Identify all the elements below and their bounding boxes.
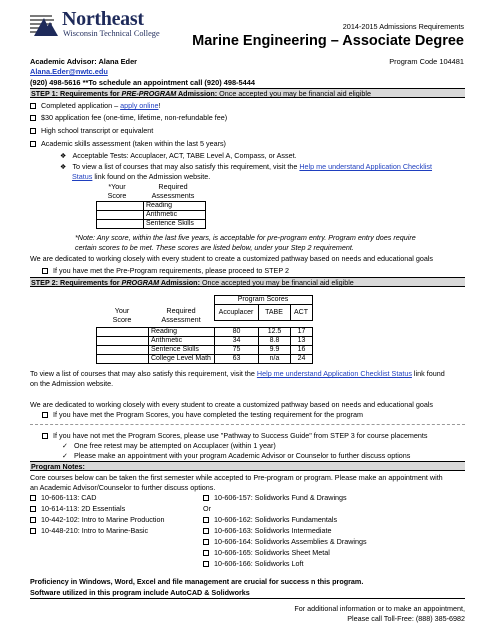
- step1-label: STEP 1:: [31, 89, 59, 98]
- header-line: Score: [107, 191, 127, 200]
- header-line: Your: [114, 306, 130, 315]
- program-scores-rows: [96, 327, 313, 364]
- list-item: [30, 504, 164, 515]
- table-cell: 80: [215, 328, 259, 337]
- separator-line: [30, 424, 465, 425]
- item-text: Completed application –: [41, 101, 121, 110]
- course-text: 10-614-113: 2D Essentials: [41, 504, 126, 513]
- checkbox[interactable]: [203, 517, 209, 523]
- logo-subtitle: Wisconsin Technical College: [63, 29, 160, 38]
- proficiency-text: Proficiency in Windows, Word, Excel and file management are crucial for success n this program.: [30, 577, 364, 586]
- list-item: [30, 515, 164, 526]
- phone-line: (920) 498-5616 **To schedule an appointment call (920) 498-5444: [30, 78, 255, 87]
- course-text: 10-606-166: Solidworks Loft: [214, 559, 304, 568]
- checkbox[interactable]: [42, 268, 48, 274]
- step1-item-assessment: [30, 139, 226, 148]
- course-text: 10-606-113: CAD: [41, 493, 97, 502]
- score-input-cell[interactable]: [97, 346, 149, 355]
- checkbox[interactable]: [30, 103, 36, 109]
- table-row: [97, 211, 206, 220]
- page-subtitle: 2014-2015 Admissions Requirements: [342, 22, 464, 31]
- logo-mark-icon: [30, 12, 60, 36]
- note-line-2: certain scores to be met. These scores are listed below, under your Step 2 requirement.: [75, 243, 354, 252]
- checkbox[interactable]: [42, 412, 48, 418]
- appointment-text: Please make an appointment with your program Academic Advisor or Counselor to further discuss options: [74, 451, 411, 460]
- course-text: 10-448-210: Intro to Marine-Basic: [41, 526, 149, 535]
- your-score-header: [96, 306, 148, 324]
- table-row: [97, 328, 313, 337]
- step1-heading-tail: Once accepted you may be financial aid eligible: [217, 89, 371, 98]
- score-input-cell[interactable]: [97, 355, 149, 364]
- course-text: 10-606-163: Solidworks Intermediate: [214, 526, 332, 535]
- step1-item-fee: [30, 113, 227, 122]
- step2-heading-em: PROGRAM: [121, 278, 160, 287]
- course-text: 10-606-162: Solidworks Fundamentals: [214, 515, 338, 524]
- table-cell: 17: [291, 328, 313, 337]
- required-assessments-header: [138, 182, 208, 200]
- item-text: $30 application fee (one-time, lifetime, non-refundable fee): [41, 113, 228, 122]
- checkbox[interactable]: [30, 128, 36, 134]
- step1-heading-post: Admission:: [176, 89, 218, 98]
- step2-heading-tail: Once accepted you may be financial aid eligible: [199, 278, 354, 287]
- blank-cell: [148, 296, 214, 305]
- list-item: [203, 526, 367, 537]
- list-item: [203, 548, 367, 559]
- page-title: Marine Engineering – Associate Degree: [192, 33, 464, 49]
- or-text: Or: [203, 504, 211, 513]
- view-courses-step2-line2: on the Admission website.: [30, 379, 114, 388]
- table-cell: Sentence Skills: [144, 220, 206, 229]
- your-score-header: [97, 182, 137, 200]
- acceptable-tests: [60, 151, 297, 160]
- checkbox[interactable]: [203, 528, 209, 534]
- not-met-scores: [42, 431, 428, 440]
- program-scores-header: Program Scores: [214, 296, 312, 305]
- list-item: [30, 493, 164, 504]
- college-logo: [30, 10, 166, 40]
- retest-item: [62, 441, 276, 450]
- list-item: [30, 526, 164, 537]
- score-input-cell[interactable]: [97, 202, 144, 211]
- table-cell: 24: [291, 355, 313, 364]
- checkbox[interactable]: [30, 141, 36, 147]
- checklist-status-link[interactable]: Help me understand Application Checklist Status: [256, 369, 412, 378]
- table-cell: 75: [215, 346, 259, 355]
- list-item: [203, 537, 367, 548]
- table-cell: 9.9: [259, 346, 291, 355]
- view-courses-tail: link found on the Admission website.: [92, 172, 211, 181]
- step1-assessment-table: [96, 201, 206, 229]
- table-cell: Arithmetic: [149, 337, 215, 346]
- step2-header: [30, 277, 465, 287]
- col-tabe: TABE: [258, 305, 290, 321]
- view-courses-note: [60, 162, 432, 171]
- view-courses-text: To view a list of courses that may also satisfy this requirement, visit the: [72, 162, 300, 171]
- view-text: To view a list of courses that may also satisfy this requirement, visit the: [30, 369, 257, 378]
- table-cell: 13: [291, 337, 313, 346]
- apply-online-link[interactable]: apply online: [120, 101, 159, 110]
- view-courses-note-2: [72, 172, 210, 181]
- checkbox[interactable]: [30, 115, 36, 121]
- step1-heading-pre: Requirements for: [58, 89, 122, 98]
- right-course-list: [203, 493, 367, 570]
- col-accuplacer: Accuplacer: [214, 305, 258, 321]
- footer-line-2: Please call Toll-Free: (888) 385-6982: [347, 614, 465, 623]
- notes-line-1: Core courses below can be taken the first semester while accepted to Pre-program or program. Please make an appointment with: [30, 473, 443, 482]
- course-text: 10-606-165: Solidworks Sheet Metal: [214, 548, 330, 557]
- diamond-bullet-icon: ❖: [60, 151, 67, 160]
- score-input-cell[interactable]: [97, 211, 144, 220]
- view-courses-step2: [30, 369, 445, 378]
- table-cell: 63: [215, 355, 259, 364]
- list-item: [203, 515, 367, 526]
- table-cell: 34: [215, 337, 259, 346]
- score-input-cell[interactable]: [97, 337, 149, 346]
- list-item: [203, 559, 367, 570]
- checkbox[interactable]: [30, 506, 36, 512]
- table-cell: 8.8: [259, 337, 291, 346]
- checkmark-icon: ✓: [62, 441, 69, 450]
- header-line: Score: [112, 315, 132, 324]
- course-text: 10-606-157: Solidworks Fund & Drawings: [214, 493, 347, 502]
- step1-header: [30, 88, 465, 98]
- checkbox[interactable]: [203, 539, 209, 545]
- acceptable-tests-text: Acceptable Tests: Accuplacer, ACT, TABE Level A, Compass, or Asset.: [72, 151, 297, 160]
- footer-line-1: For additional information or to make an appointment,: [294, 604, 465, 613]
- step2-label: STEP 2:: [31, 278, 59, 287]
- list-item: [203, 493, 367, 504]
- proceed-text: If you have met the Pre-Program requirements, please proceed to STEP 2: [53, 266, 289, 275]
- table-row: [97, 355, 313, 364]
- table-row: [148, 296, 312, 305]
- item-text-tail: !: [158, 101, 161, 110]
- table-cell: 12.5: [259, 328, 291, 337]
- step1-item-application: [30, 101, 161, 110]
- table-row: [97, 220, 206, 229]
- checklist-status-link[interactable]: Help me understand Application Checklist: [299, 162, 433, 171]
- step1-item-transcript: [30, 126, 153, 135]
- course-text: 10-442-102: Intro to Marine Production: [41, 515, 165, 524]
- step2-heading-pre: Requirements for: [58, 278, 122, 287]
- appointment-item: [62, 451, 410, 460]
- checkmark-icon: ✓: [62, 451, 69, 460]
- checkbox[interactable]: [30, 528, 36, 534]
- table-cell: Reading: [149, 328, 215, 337]
- table-cell: Arithmetic: [144, 211, 206, 220]
- footer-divider: [30, 598, 465, 599]
- header-line: Required: [158, 182, 188, 191]
- blank-cell: [148, 305, 214, 321]
- retest-text: One free retest may be attempted on Accuplacer (within 1 year): [74, 441, 276, 450]
- checkbox[interactable]: [203, 561, 209, 567]
- met-scores: [42, 410, 363, 419]
- checkbox[interactable]: [203, 550, 209, 556]
- software-text: Software utilized in this program include AutoCAD & Solidworks: [30, 588, 250, 597]
- score-input-cell[interactable]: [97, 220, 144, 229]
- score-input-cell[interactable]: [97, 328, 149, 337]
- checkbox[interactable]: [203, 495, 209, 501]
- step2-heading-post: Admission:: [159, 278, 200, 287]
- dedicated-text: We are dedicated to working closely with every student to create a customized pathway based on needs and educational goals: [30, 254, 434, 263]
- program-code: Program Code 104481: [389, 57, 464, 66]
- checklist-status-link-cont[interactable]: Status: [72, 172, 93, 181]
- table-cell: 16: [291, 346, 313, 355]
- academic-advisor: Academic Advisor: Alana Eder: [30, 57, 138, 66]
- checkbox[interactable]: [30, 517, 36, 523]
- program-scores-table: [148, 295, 313, 321]
- notes-line-2: an Academic Advisor/Counselor to further discuss options.: [30, 483, 216, 492]
- table-row: [97, 202, 206, 211]
- table-row: [97, 337, 313, 346]
- not-met-text: If you have not met the Program Scores, please use "Pathway to Success Guide" from STEP 3 for course placements: [53, 431, 428, 440]
- program-notes-title: Program Notes:: [31, 462, 85, 471]
- note-line-1: *Note: Any score, within the last five years, is acceptable for pre-program entry. Program entry does require: [75, 233, 416, 242]
- checkbox[interactable]: [30, 495, 36, 501]
- met-text: If you have met the Program Scores, you have completed the testing requirement for the program: [53, 410, 364, 419]
- list-item: [203, 504, 367, 515]
- program-notes-header: [30, 461, 465, 471]
- table-cell: n/a: [259, 355, 291, 364]
- course-text: 10-606-164: Solidworks Assemblies & Drawings: [214, 537, 367, 546]
- item-text: High school transcript or equivalent: [41, 126, 154, 135]
- header-line: *Your: [108, 182, 126, 191]
- diamond-bullet-icon: ❖: [60, 162, 67, 171]
- view-tail: link found: [411, 369, 445, 378]
- col-act: ACT: [290, 305, 312, 321]
- table-cell: Sentence Skills: [149, 346, 215, 355]
- dedicated-text-2: We are dedicated to working closely with every student to create a customized pathway based on needs and educational goals: [30, 400, 434, 409]
- header-line: Required: [166, 306, 196, 315]
- checkbox[interactable]: [42, 433, 48, 439]
- step1-heading-em: PRE-PROGRAM: [121, 89, 177, 98]
- table-cell: College Level Math: [149, 355, 215, 364]
- table-row: [148, 305, 312, 321]
- advisor-email-link[interactable]: Alana.Eder@nwtc.edu: [30, 67, 108, 76]
- item-text: Academic skills assessment (taken within the last 5 years): [41, 139, 226, 148]
- left-course-list: [30, 493, 164, 537]
- header-line: Assessment: [161, 315, 201, 324]
- table-row: [97, 346, 313, 355]
- proceed-step2: [42, 266, 289, 275]
- logo-northeast: Northeast: [62, 8, 144, 30]
- table-cell: Reading: [144, 202, 206, 211]
- header-line: Assessments: [151, 191, 195, 200]
